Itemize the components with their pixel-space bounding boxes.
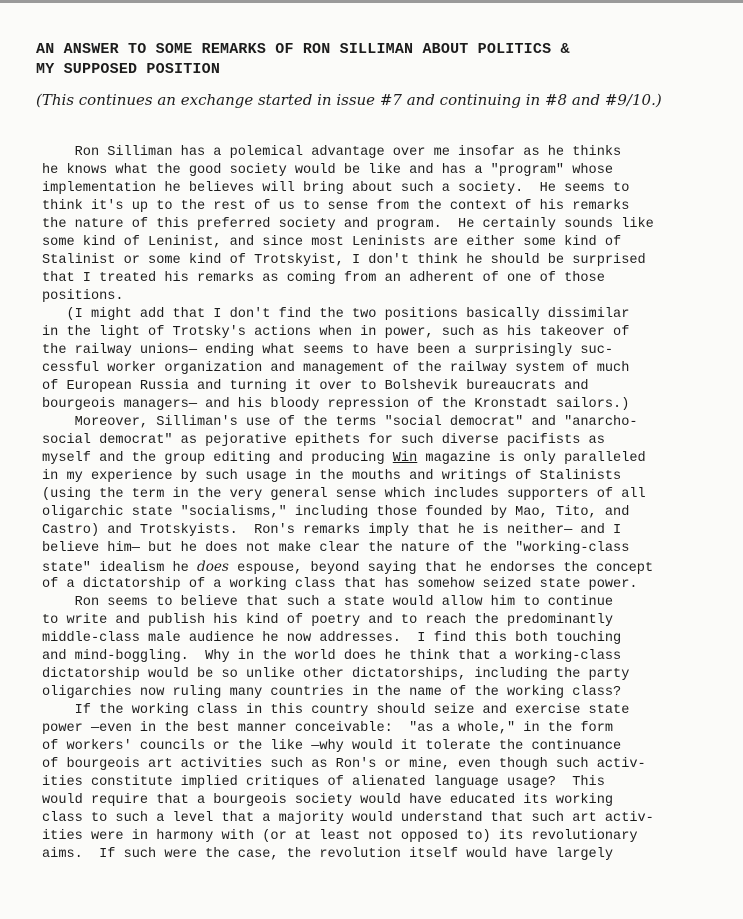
text-line: the nature of this preferred society and program. He certainly sounds like [42,217,654,232]
text-line: myself and the group editing and producing Win magazine is only paralleled [42,451,646,466]
text-line: positions. [42,289,124,304]
text-line: in the light of Trotsky's actions when in power, such as his takeover of [42,325,630,340]
text-line: to write and publish his kind of poetry and to reach the predominantly [42,613,614,628]
text-line: bourgeois managers— and his bloody repression of the Kronstadt sailors.) [42,397,630,412]
text-line: state" idealism he does espouse, beyond saying that he endorses the concept [42,559,654,576]
text-line: class to such a level that a majority would understand that such art activ- [42,811,654,826]
underlined-word: Win [392,451,418,466]
text-line: some kind of Leninist, and since most Leninists are either some kind of [42,235,622,250]
document-title: AN ANSWER TO SOME REMARKS OF RON SILLIMAN ABOUT POLITICS & MY SUPPOSED POSITION [36,41,570,78]
text-line: Moreover, Silliman's use of the terms "social democrat" and "anarcho- [42,415,638,430]
text-line: ities were in harmony with (or at least not opposed to) its revolutionary [42,829,638,844]
page-top-edge [0,0,743,3]
text-line: dictatorship would be so unlike other dictatorships, including the party [42,667,630,682]
text-line: of workers' councils or the like —why would it tolerate the continuance [42,739,622,754]
text-line: of European Russia and turning it over to Bolshevik bureaucrats and [42,379,589,394]
text-line: the railway unions— ending what seems to have been a surprisingly suc- [42,343,614,358]
text-line: implementation he believes will bring about such a society. He seems to [42,181,630,196]
text-line: think it's up to the rest of us to sense from the context of his remarks [42,199,630,214]
text-line: he knows what the good society would be like and has a "program" whose [42,163,614,178]
text-line: that I treated his remarks as coming from an adherent of one of those [42,271,605,286]
text-line: (I might add that I don't find the two positions basically dissimilar [42,307,630,322]
text-line: social democrat" as pejorative epithets for such diverse pacifists as [42,433,605,448]
text-line: aims. If such were the case, the revolution itself would have largely [42,847,614,862]
text-line: cessful worker organization and management of the railway system of much [42,361,630,376]
italic-word: does [197,559,229,575]
text-line: believe him— but he does not make clear the nature of the "working-class [42,541,630,556]
text-line: Castro) and Trotskyists. Ron's remarks imply that he is neither— and I [42,523,622,538]
text-line: If the working class in this country should seize and exercise state [42,703,630,718]
text-line: would require that a bourgeois society would have educated its working [42,793,614,808]
text-line: Stalinist or some kind of Trotskyist, I don't think he should be surprised [42,253,646,268]
text-line: oligarchic state "socialisms," including those founded by Mao, Tito, and [42,505,630,520]
text-line: middle-class male audience he now addresses. I find this both touching [42,631,622,646]
text-line: power —even in the best manner conceivable: "as a whole," in the form [42,721,614,736]
text-line: Ron seems to believe that such a state would allow him to continue [42,595,614,610]
text-line: ities constitute implied critiques of alienated language usage? This [42,775,605,790]
text-line: of bourgeois art activities such as Ron's or mine, even though such activ- [42,757,646,772]
body-text [42,144,722,864]
text-line: Ron Silliman has a polemical advantage over me insofar as he thinks [42,145,622,160]
text-line: (using the term in the very general sense which includes supporters of all [42,487,646,502]
intro-note: (This continues an exchange started in issue #7 and continuing in #8 and #9/10.) [36,91,662,109]
text-line: in my experience by such usage in the mouths and writings of Stalinists [42,469,622,484]
text-line: oligarchies now ruling many countries in the name of the working class? [42,685,622,700]
text-line: and mind-boggling. Why in the world does he think that a working-class [42,649,622,664]
document-page [36,40,726,134]
text-line: of a dictatorship of a working class that has somehow seized state power. [42,577,638,592]
